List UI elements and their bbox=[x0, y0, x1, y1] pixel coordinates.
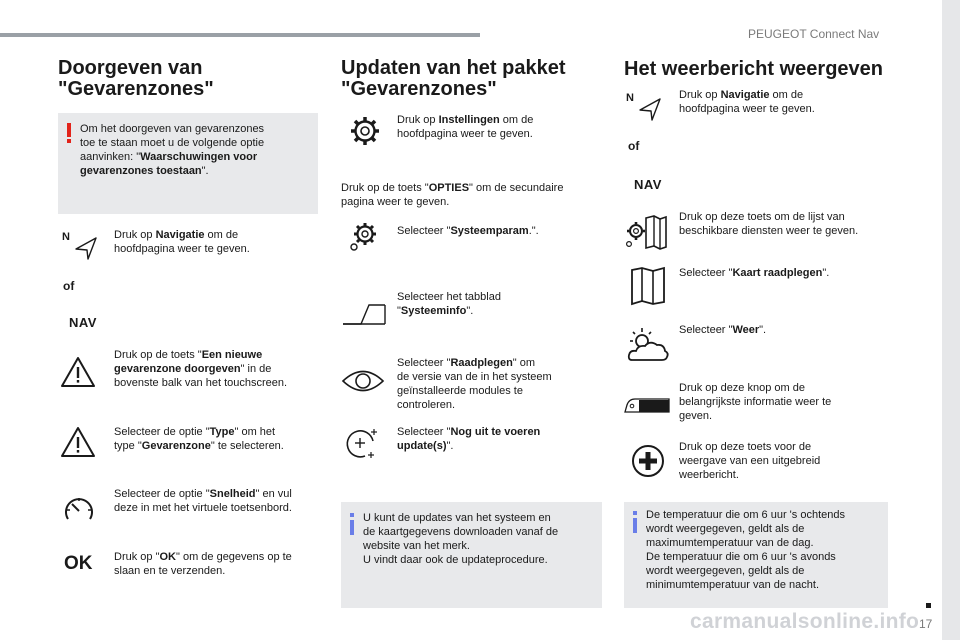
nav-button-icon[interactable]: NAV bbox=[634, 177, 662, 192]
services-map-icon[interactable] bbox=[624, 214, 668, 250]
step-ok: Druk op "OK" om de gegevens op te slaan en te verzenden. bbox=[114, 551, 292, 577]
temperature-button-icon[interactable] bbox=[623, 396, 671, 414]
info-box-weather bbox=[624, 502, 888, 608]
speedometer-icon[interactable] bbox=[62, 494, 96, 524]
map-icon[interactable] bbox=[629, 266, 667, 306]
step-kaart-raadplegen: Selecteer "Kaart raadplegen". bbox=[679, 267, 830, 279]
svg-text:N: N bbox=[626, 92, 634, 104]
warning-triangle-icon[interactable] bbox=[60, 355, 96, 389]
section-title-1: Doorgeven van "Gevarenzones" bbox=[58, 57, 214, 100]
ok-button-icon[interactable]: OK bbox=[64, 553, 93, 574]
settings-gear-icon[interactable] bbox=[349, 115, 381, 147]
tab-icon[interactable] bbox=[341, 302, 387, 326]
of-label: of bbox=[63, 279, 75, 293]
step-instellingen: Druk op Instellingen om de hoofdpagina weer te geven. bbox=[397, 114, 534, 140]
step-snelheid: Selecteer de optie "Snelheid" en vul deze in met het virtuele toetsenbord. bbox=[114, 488, 292, 514]
nav-button-icon[interactable]: NAV bbox=[69, 315, 97, 330]
options-instruction: Druk op de toets "OPTIES" om de secundaire pagina weer te geven. bbox=[341, 182, 564, 208]
navigation-icon[interactable] bbox=[622, 87, 666, 123]
warning-exclamation-icon bbox=[65, 122, 73, 144]
of-label: of bbox=[628, 139, 640, 153]
step-systeemparam: Selecteer "Systeemparam.". bbox=[397, 225, 539, 237]
info-box-updates bbox=[341, 502, 602, 608]
navigation-icon[interactable] bbox=[58, 226, 102, 262]
warning-triangle-icon[interactable] bbox=[60, 425, 96, 459]
top-rule bbox=[0, 33, 480, 37]
watermark: carmanualsonline.info bbox=[690, 610, 920, 633]
info-text-updates: U kunt de updates van het systeem en de kaartgegevens downloaden vanaf de website van het merk. U vindt daar ook de updateprocedure. bbox=[363, 512, 559, 566]
step-diensten: Druk op deze toets om de lijst van beschikbare diensten weer te geven. bbox=[679, 211, 859, 237]
svg-text:N: N bbox=[62, 231, 70, 243]
side-strip bbox=[942, 0, 960, 640]
eye-icon[interactable] bbox=[341, 366, 385, 396]
info-icon bbox=[348, 512, 356, 536]
step-systeeminfo: Selecteer het tabblad "Systeeminfo". bbox=[397, 291, 501, 317]
warning-box bbox=[58, 113, 318, 214]
updates-icon[interactable] bbox=[343, 426, 379, 462]
info-icon bbox=[631, 510, 639, 534]
step-navigatie-weer: Druk op Navigatie om de hoofdpagina weer te geven. bbox=[679, 89, 815, 115]
info-text-weather: De temperatuur die om 6 uur 's ochtends wordt weergegeven, geldt als de maximumtemperatuur van de dag. De temperatuur die om 6 uur 's avonds wordt weergegeven, geldt als de minimumtemperatuur van de nacht. bbox=[646, 509, 845, 591]
system-settings-gear-icon[interactable] bbox=[347, 220, 381, 254]
page-bullet bbox=[926, 603, 931, 608]
step-weer: Selecteer "Weer". bbox=[679, 324, 767, 336]
section-title-2: Updaten van het pakket "Gevarenzones" bbox=[341, 57, 566, 100]
page-number: 17 bbox=[919, 617, 933, 631]
weather-icon[interactable] bbox=[626, 326, 670, 364]
step-navigatie: Druk op Navigatie om de hoofdpagina weer te geven. bbox=[114, 229, 250, 255]
section-title-3: Het weerbericht weergeven bbox=[624, 58, 883, 80]
warning-text: Om het doorgeven van gevarenzones toe te staan moet u de volgende optie aanvinken: "Waarschuwingen voor gevarenzones toestaan". bbox=[80, 123, 265, 177]
step-belangrijkste-info: Druk op deze knop om de belangrijkste informatie weer te geven. bbox=[679, 382, 832, 422]
step-raadplegen: Selecteer "Raadplegen" om de versie van de in het systeem geïnstalleerde modules te controleren. bbox=[397, 357, 552, 411]
plus-circle-icon[interactable] bbox=[631, 444, 665, 478]
step-type: Selecteer de optie "Type" om het type "Gevarenzone" te selecteren. bbox=[114, 426, 284, 452]
step-nieuwe-gevarenzone: Druk op de toets "Een nieuwe gevarenzone doorgeven" in de bovenste balk van het touchscreen. bbox=[114, 349, 288, 389]
step-uitgebreid: Druk op deze toets voor de weergave van een uitgebreid weerbericht. bbox=[679, 441, 821, 481]
step-nog-uit-te-voeren: Selecteer "Nog uit te voeren update(s)". bbox=[397, 426, 541, 452]
running-header: PEUGEOT Connect Nav bbox=[748, 27, 880, 41]
